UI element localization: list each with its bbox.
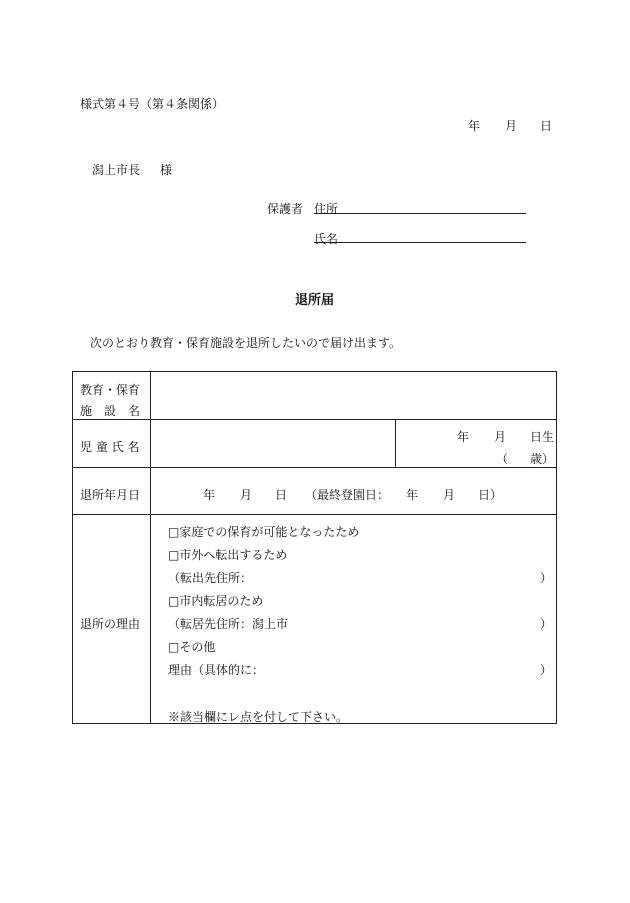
addressee-name: 潟上市長 [92, 163, 141, 177]
birth-day-label: 日生 [530, 430, 555, 444]
form-title: 退所届 [295, 293, 335, 308]
move-out-address-close: ） [540, 571, 553, 585]
withdrawal-form-table [72, 371, 557, 724]
birth-month-label: 月 [494, 430, 507, 444]
last-attendance-year: 年 [406, 488, 419, 502]
child-name-field[interactable] [152, 421, 393, 465]
address-field[interactable] [314, 213, 526, 214]
facility-name-field[interactable] [152, 374, 554, 417]
checkbox-note: ※該当欄にレ点を付して下さい。 [168, 710, 349, 724]
reason-move-out-checkbox[interactable]: □市外へ転出するため [168, 548, 288, 562]
age-label: 歳） [530, 452, 555, 466]
birthdate-divider [395, 419, 396, 467]
withdrawal-date-label: 退所年月日 [80, 488, 141, 502]
reason-label: 退所の理由 [80, 617, 141, 631]
guardian-name-label: 氏名 [314, 232, 339, 246]
last-attendance-label: （最終登園日： [305, 488, 390, 502]
date-year-label: 年 [468, 119, 481, 133]
move-out-address-label: （転出先住所： [168, 571, 253, 585]
facility-label-line1: 教育・保育 [80, 383, 141, 397]
last-attendance-day: 日） [478, 488, 503, 502]
last-attendance-month: 月 [443, 488, 456, 502]
row-divider [73, 467, 556, 468]
intro-text: 次のとおり教育・保育施設を退所したいので届け出ます。 [90, 336, 402, 350]
child-name-label: 児 童 氏 名 [80, 440, 140, 454]
withdrawal-year-label: 年 [203, 488, 216, 502]
guardian-label: 保護者 [267, 202, 304, 216]
withdrawal-day-label: 日 [275, 488, 288, 502]
reason-detail-label: 理由（具体的に： [168, 663, 265, 677]
label-column-divider [150, 372, 151, 723]
row-divider [73, 419, 556, 420]
addressee-honorific: 様 [160, 163, 173, 177]
withdrawal-month-label: 月 [240, 488, 253, 502]
birth-year-label: 年 [457, 430, 470, 444]
guardian-address-label: 住所 [314, 202, 339, 216]
date-day-label: 日 [540, 119, 553, 133]
reason-other-checkbox[interactable]: □その他 [168, 640, 216, 654]
form-number: 様式第４号（第４条関係） [80, 97, 225, 111]
date-month-label: 月 [505, 119, 518, 133]
name-field[interactable] [314, 242, 526, 243]
relocate-address-close: ） [540, 617, 553, 631]
reason-detail-close: ） [540, 663, 553, 677]
facility-label-line2: 施 設 名 [80, 404, 141, 418]
age-open-paren: （ [496, 452, 509, 466]
row-divider [73, 514, 556, 515]
relocate-address-label: （転居先住所：潟上市 [168, 617, 289, 631]
reason-relocate-checkbox[interactable]: □市内転居のため [168, 594, 264, 608]
reason-home-care-checkbox[interactable]: □家庭での保育が可能となったため [168, 525, 360, 539]
